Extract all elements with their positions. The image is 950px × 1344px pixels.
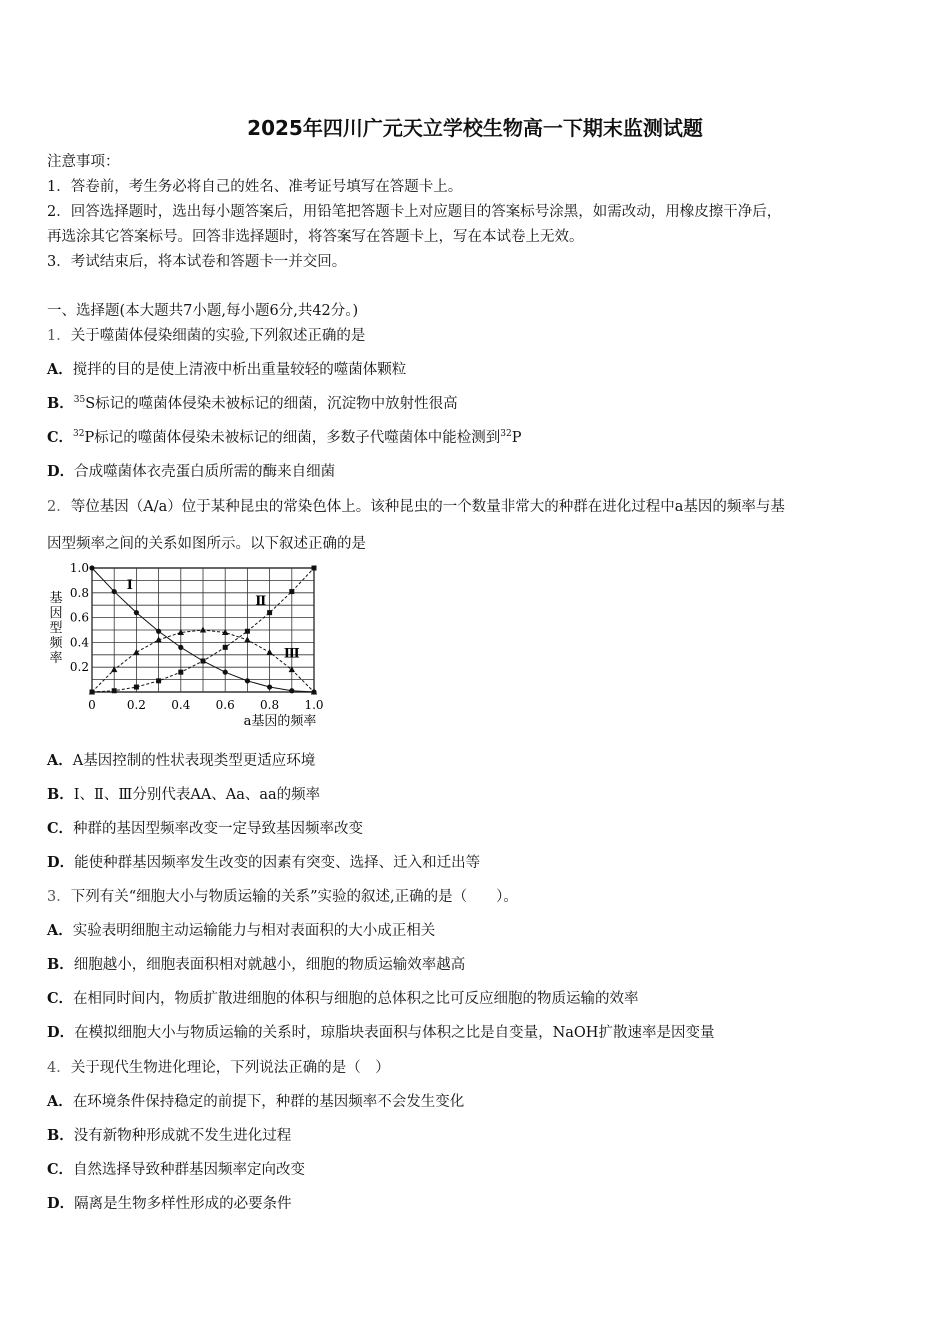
section-heading: 一、选择题(本大题共7小题,每小题6分,共42分。) xyxy=(47,303,359,319)
x-tick-label: 1.0 xyxy=(304,698,324,712)
q4-option-b[interactable] xyxy=(47,1126,291,1146)
y-tick-label: 0.2 xyxy=(69,660,89,675)
option-text: S标记的噬菌体侵染未被标记的细菌，沉淀物中放射性很高 xyxy=(85,396,458,412)
q4-option-a[interactable] xyxy=(47,1092,464,1112)
q2-option-a[interactable] xyxy=(47,751,315,771)
q3-option-c[interactable] xyxy=(47,989,639,1009)
option-letter: C． xyxy=(47,1161,74,1178)
y-tick-label: 0.4 xyxy=(69,635,89,650)
data-point-square xyxy=(178,670,183,675)
data-point-circle xyxy=(223,670,228,675)
data-point-circle xyxy=(112,589,117,594)
data-point-triangle xyxy=(266,649,272,655)
option-text: 搅拌的目的是使上清液中析出重量较轻的噬菌体颗粒 xyxy=(72,362,407,378)
question-3-stem xyxy=(47,887,518,907)
q1-option-b[interactable] xyxy=(47,394,458,414)
data-point-square xyxy=(312,566,317,571)
question-2-stem xyxy=(47,497,785,517)
notice-item: 再选涂其它答案标号。回答非选择题时，将答案写在答题卡上，写在本试卷上无效。 xyxy=(47,229,584,245)
option-text: 自然选择导致种群基因频率定向改变 xyxy=(73,1162,306,1178)
data-point-triangle xyxy=(244,636,250,642)
data-point-circle xyxy=(156,629,161,634)
question-number: 2． xyxy=(47,499,71,515)
data-point-circle xyxy=(289,688,294,693)
data-point-square xyxy=(201,659,206,664)
q4-option-c[interactable] xyxy=(47,1160,305,1180)
option-letter: D． xyxy=(47,1024,75,1041)
y-tick-label: 1.0 xyxy=(69,561,89,575)
x-tick-label: 0.6 xyxy=(215,698,235,712)
data-point-square xyxy=(156,678,161,683)
question-text: 关于现代生物进化理论，下列说法正确的是（ ） xyxy=(70,1060,390,1076)
data-point-square xyxy=(134,685,139,690)
option-letter: C． xyxy=(47,990,74,1007)
question-text: 下列有关“细胞大小与物质运输的关系”实验的叙述,正确的是（ ）。 xyxy=(70,889,518,905)
q3-option-b[interactable] xyxy=(47,955,465,975)
question-number: 1． xyxy=(47,328,71,344)
series-label: Ⅱ xyxy=(255,594,267,610)
series-label: Ⅲ xyxy=(283,646,300,662)
option-letter: A． xyxy=(47,1093,73,1110)
x-tick-label: 0.8 xyxy=(260,698,280,712)
question-number: 4． xyxy=(47,1060,71,1076)
y-axis-label-char: 因 xyxy=(49,606,63,621)
y-axis-label xyxy=(49,591,63,666)
option-text: 在环境条件保持稳定的前提下，种群的基因频率不会发生变化 xyxy=(72,1094,465,1110)
data-point-triangle xyxy=(133,649,139,655)
data-point-triangle xyxy=(200,627,206,633)
option-text: 细胞越小，细胞表面积相对就越小，细胞的物质运输效率越高 xyxy=(73,957,466,973)
data-point-square xyxy=(245,629,250,634)
notice-item: 2．回答选择题时，选出每小题答案后，用铅笔把答题卡上对应题目的答案标号涂黑，如需改动，用橡皮擦干净后， xyxy=(47,204,782,220)
series-label: Ⅰ xyxy=(126,578,133,594)
x-axis-label: a基因的频率 xyxy=(243,714,317,729)
option-text: 合成噬菌体衣壳蛋白质所需的酶来自细菌 xyxy=(74,464,336,480)
option-text-tail: P xyxy=(511,430,522,446)
question-2-stem-cont: 因型频率之间的关系如图所示。以下叙述正确的是 xyxy=(47,536,366,552)
q2-option-b[interactable] xyxy=(47,785,320,805)
x-tick-label: 0.4 xyxy=(171,698,191,712)
question-text: 关于噬菌体侵染细菌的实验,下列叙述正确的是 xyxy=(70,328,366,344)
option-letter: D． xyxy=(47,463,75,480)
option-text: P标记的噬菌体侵染未被标记的细菌，多数子代噬菌体中能检测到 xyxy=(84,430,501,446)
option-letter: D． xyxy=(47,854,75,871)
option-letter: B． xyxy=(47,395,74,412)
isotope-mass: 35 xyxy=(73,395,86,406)
q2-option-c[interactable] xyxy=(47,819,363,839)
question-4-stem xyxy=(47,1058,390,1078)
data-point-circle xyxy=(89,565,94,570)
notice-item: 3．考试结束后，将本试卷和答题卡一并交回。 xyxy=(47,254,347,270)
page-title: 2025年四川广元天立学校生物高一下期末监测试题 xyxy=(247,116,703,140)
notice-item: 1．答卷前，考生务必将自己的姓名、准考证号填写在答题卡上。 xyxy=(47,179,463,195)
option-letter: C． xyxy=(47,820,74,837)
question-text: 等位基因（A/a）位于某种昆虫的常染色体上。该种昆虫的一个数量非常大的种群在进化过程中a基因的频率与基 xyxy=(70,499,785,515)
option-letter: C． xyxy=(47,429,74,446)
y-axis-label-char: 频 xyxy=(49,636,63,651)
data-point-square xyxy=(289,589,294,594)
question-1-stem xyxy=(47,326,365,346)
question-number: 3． xyxy=(47,889,71,905)
data-point-circle xyxy=(245,678,250,683)
data-point-square xyxy=(112,688,117,693)
option-text: Ⅰ、Ⅱ、Ⅲ分别代表AA、Aa、aa的频率 xyxy=(73,787,321,803)
q1-option-c[interactable] xyxy=(47,428,521,448)
option-text: 实验表明细胞主动运输能力与相对表面积的大小成正相关 xyxy=(72,923,436,939)
data-point-square xyxy=(223,645,228,650)
q3-option-a[interactable] xyxy=(47,921,435,941)
option-text: 在相同时间内，物质扩散进细胞的体积与细胞的总体积之比可反应细胞的物质运输的效率 xyxy=(73,991,639,1007)
option-letter: A． xyxy=(47,752,73,769)
x-tick-label: 0.2 xyxy=(126,698,146,712)
option-text: 种群的基因型频率改变一定导致基因频率改变 xyxy=(73,821,364,837)
option-letter: B． xyxy=(47,1127,74,1144)
x-tick-label: 0 xyxy=(88,698,96,712)
option-text: 在模拟细胞大小与物质运输的关系时，琼脂块表面积与体积之比是自变量，NaOH扩散速率是因变量 xyxy=(74,1025,715,1041)
q1-option-a[interactable] xyxy=(47,360,406,380)
notice-heading: 注意事项： xyxy=(47,154,120,170)
option-letter: A． xyxy=(47,922,73,939)
q3-option-d[interactable] xyxy=(47,1023,714,1043)
y-axis-label-char: 基 xyxy=(49,591,63,606)
data-point-square xyxy=(267,610,272,615)
y-axis-label-char: 型 xyxy=(49,621,63,636)
option-text: 能使种群基因频率发生改变的因素有突变、选择、迁入和迁出等 xyxy=(74,855,481,871)
isotope-mass: 32 xyxy=(73,429,85,440)
data-point-circle xyxy=(134,610,139,615)
genotype-frequency-chart xyxy=(44,560,334,735)
q4-option-d[interactable] xyxy=(47,1194,292,1214)
option-letter: D． xyxy=(47,1195,75,1212)
option-text: 没有新物种形成就不发生进化过程 xyxy=(73,1128,292,1144)
option-letter: A． xyxy=(47,361,73,378)
y-axis-label-char: 率 xyxy=(49,651,63,666)
option-text: A基因控制的性状表现类型更适应环境 xyxy=(72,753,316,769)
y-tick-label: 0.6 xyxy=(69,610,89,625)
option-text: 隔离是生物多样性形成的必要条件 xyxy=(74,1196,292,1212)
data-point-circle xyxy=(178,645,183,650)
q2-option-d[interactable] xyxy=(47,853,480,873)
option-letter: B． xyxy=(47,956,74,973)
y-tick-label: 0.8 xyxy=(69,585,89,600)
isotope-mass: 32 xyxy=(500,429,512,440)
option-letter: B． xyxy=(47,786,74,803)
q1-option-d[interactable] xyxy=(47,462,335,482)
data-point-circle xyxy=(267,684,272,689)
